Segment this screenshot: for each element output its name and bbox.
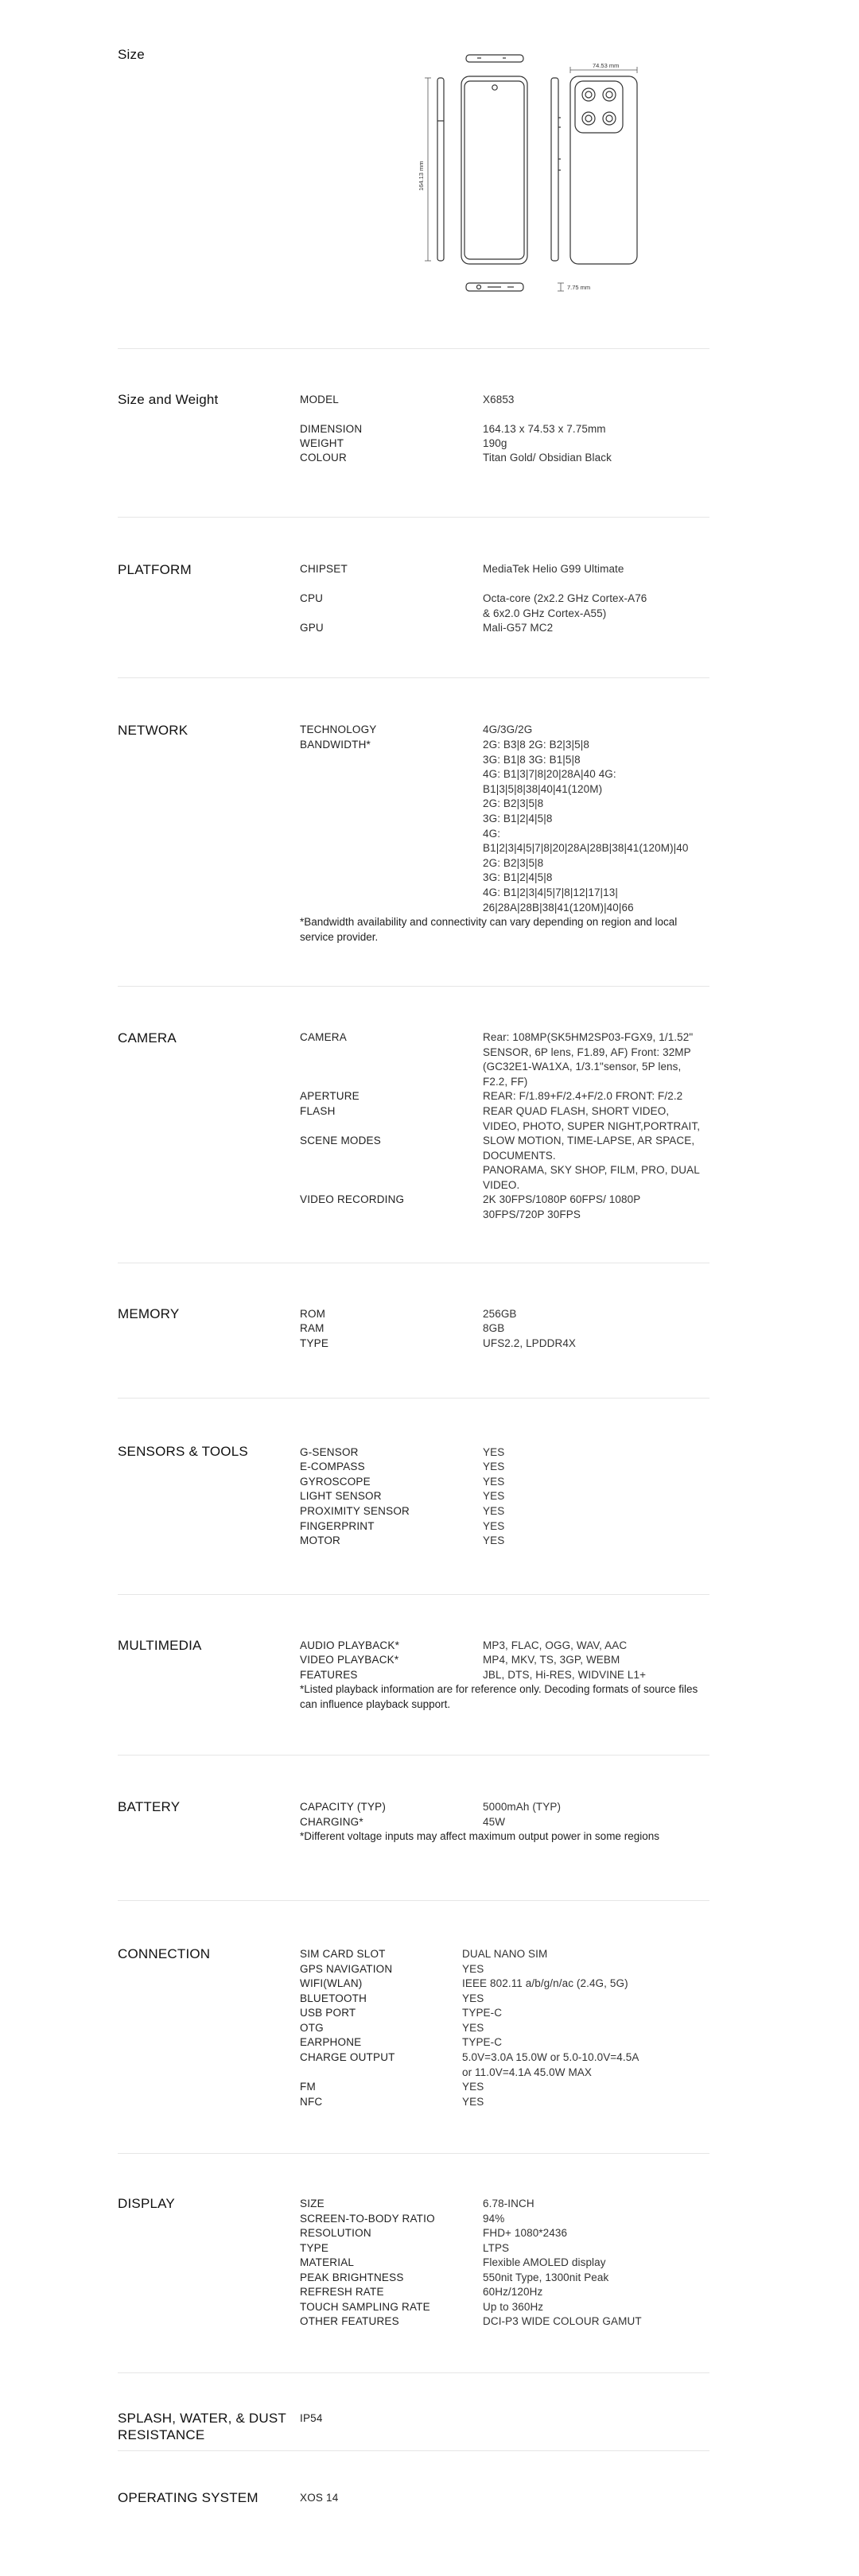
- spec-value-other-features: DCI-P3 WIDE COLOUR GAMUT: [483, 2315, 642, 2327]
- spec-value-charging: 45W: [483, 1816, 506, 1828]
- spec-value-light-sensor: YES: [483, 1490, 505, 1502]
- spec-label-gps-navigation: GPS NAVIGATION: [300, 1963, 393, 1975]
- spec-label-bluetooth: BLUETOOTH: [300, 1992, 367, 2004]
- spec-label-light-sensor: LIGHT SENSOR: [300, 1490, 382, 1502]
- spec-value-ip-rating: IP54: [300, 2412, 323, 2424]
- spec-value-cpu: Octa-core (2x2.2 GHz Cortex-A76 & 6x2.0 GHz Cortex-A55): [483, 592, 647, 619]
- battery-footnote: *Different voltage inputs may affect maximum output power in some regions: [300, 1830, 659, 1842]
- spec-label-peak-brightness: PEAK BRIGHTNESS: [300, 2271, 404, 2283]
- spec-value-features: JBL, DTS, Hi-RES, WIDVINE L1+: [483, 1669, 647, 1681]
- spec-value-scene-modes: SLOW MOTION, TIME-LAPSE, AR SPACE, DOCUMENTS. PANORAMA, SKY SHOP, FILM, PRO, DUAL VIDEO.: [483, 1135, 700, 1191]
- spec-label-bandwidth: BANDWIDTH*: [300, 739, 371, 751]
- spec-value-chipset: MediaTek Helio G99 Ultimate: [483, 563, 624, 575]
- size-weight-title: Size and Weight: [118, 392, 219, 407]
- size-title: Size: [118, 47, 145, 62]
- divider: [118, 677, 709, 678]
- spec-label-other-features: OTHER FEATURES: [300, 2315, 399, 2327]
- spec-label-material: MATERIAL: [300, 2256, 355, 2268]
- spec-label-weight: WEIGHT: [300, 437, 344, 449]
- spec-label-otg: OTG: [300, 2022, 324, 2034]
- spec-label-dimension: DIMENSION: [300, 423, 363, 435]
- spec-value-video-recording: 2K 30FPS/1080P 60FPS/ 1080P 30FPS/720P 30FPS: [483, 1193, 641, 1220]
- spec-label-video-recording: VIDEO RECORDING: [300, 1193, 405, 1205]
- spec-label-cpu: CPU: [300, 592, 324, 604]
- spec-label-aperture: APERTURE: [300, 1090, 360, 1102]
- spec-label-motor: MOTOR: [300, 1534, 340, 1546]
- spec-value-proximity-sensor: YES: [483, 1505, 505, 1517]
- spec-label-fingerprint: FINGERPRINT: [300, 1520, 375, 1532]
- divider: [118, 986, 709, 987]
- display-title: DISPLAY: [118, 2196, 175, 2211]
- multimedia-title: MULTIMEDIA: [118, 1638, 202, 1653]
- camera-title: CAMERA: [118, 1030, 177, 1046]
- spec-label-nfc: NFC: [300, 2096, 323, 2108]
- spec-label-video-playback: VIDEO PLAYBACK*: [300, 1654, 399, 1666]
- memory-title: MEMORY: [118, 1306, 180, 1321]
- spec-value-audio-playback: MP3, FLAC, OGG, WAV, AAC: [483, 1639, 628, 1651]
- depth-dimension-label: 7.75 mm: [567, 284, 591, 291]
- spec-value-charge-output: 5.0V=3.0A 15.0W or 5.0-10.0V=4.5A or 11.0V=4.1A 45.0W MAX: [462, 2051, 639, 2078]
- spec-label-rom: ROM: [300, 1308, 326, 1320]
- spec-value-usb-port: TYPE-C: [462, 2007, 503, 2019]
- spec-label-earphone: EARPHONE: [300, 2036, 362, 2048]
- battery-title: BATTERY: [118, 1799, 181, 1814]
- spec-value-touch-sampling: Up to 360Hz: [483, 2301, 544, 2313]
- spec-label-memory-type: TYPE: [300, 1337, 329, 1349]
- spec-label-proximity-sensor: PROXIMITY SENSOR: [300, 1505, 410, 1517]
- divider: [118, 1594, 709, 1595]
- spec-value-flash: REAR QUAD FLASH, SHORT VIDEO, VIDEO, PHOTO, SUPER NIGHT,PORTRAIT,: [483, 1105, 701, 1132]
- spec-value-earphone: TYPE-C: [462, 2036, 503, 2048]
- spec-value-bandwidth: 2G: B3|8 2G: B2|3|5|8 3G: B1|8 3G: B1|5|8 4G: B1|3|7|8|20|28A|40 4G: B1|3|5|8|38|40|41(120M) 2G: B2|3|5|8 3G: B1|2|4|5|8 4G: B1|2|3|4|5|7|8|20|28A|28B|38|41(120M)|40 2G: B2|3|5|8 3G: B1|2|4|5|8 4G: B1|2|3|4|5|7|8|12|17|13| 26|28A|28B|38|41(120M)|40|66: [483, 739, 689, 914]
- spec-value-memory-type: UFS2.2, LPDDR4X: [483, 1337, 577, 1349]
- spec-value-fm: YES: [462, 2081, 484, 2093]
- divider: [118, 1398, 709, 1399]
- divider: [118, 1900, 709, 1901]
- spec-value-model: X6853: [483, 394, 515, 405]
- sensors-title: SENSORS & TOOLS: [118, 1444, 248, 1459]
- spec-value-size: 6.78-INCH: [483, 2198, 534, 2209]
- spec-value-refresh-rate: 60Hz/120Hz: [483, 2286, 543, 2298]
- divider: [118, 2372, 709, 2373]
- spec-label-colour: COLOUR: [300, 452, 347, 464]
- spec-value-material: Flexible AMOLED display: [483, 2256, 606, 2268]
- spec-value-capacity: 5000mAh (TYP): [483, 1801, 562, 1813]
- phone-dimension-diagram: [414, 45, 716, 315]
- divider: [118, 2450, 709, 2451]
- os-title: OPERATING SYSTEM: [118, 2490, 258, 2505]
- spec-value-fingerprint: YES: [483, 1520, 505, 1532]
- network-footnote: *Bandwidth availability and connectivity can vary depending on region and local service provider.: [300, 916, 678, 943]
- spec-value-technology: 4G/3G/2G: [483, 724, 533, 735]
- spec-value-ram: 8GB: [483, 1322, 505, 1334]
- spec-value-rom: 256GB: [483, 1308, 517, 1320]
- divider: [118, 2153, 709, 2154]
- spec-label-capacity: CAPACITY (TYP): [300, 1801, 387, 1813]
- spec-label-flash: FLASH: [300, 1105, 336, 1117]
- width-dimension-label: 74.53 mm: [593, 62, 620, 69]
- spec-value-gps-navigation: YES: [462, 1963, 484, 1975]
- spec-value-peak-brightness: 550nit Type, 1300nit Peak: [483, 2271, 609, 2283]
- spec-label-g-sensor: G-SENSOR: [300, 1446, 359, 1458]
- spec-value-video-playback: MP4, MKV, TS, 3GP, WEBM: [483, 1654, 620, 1666]
- spec-value-camera: Rear: 108MP(SK5HM2SP03-FGX9, 1/1.52" SENSOR, 6P lens, F1.89, AF) Front: 32MP (GC32E1-WA1XA, 1/3.1"sensor, 5P lens, F2.2, FF): [483, 1031, 694, 1088]
- spec-value-sim-card-slot: DUAL NANO SIM: [462, 1948, 548, 1960]
- spec-value-screen-to-body: 94%: [483, 2213, 505, 2225]
- divider: [118, 348, 709, 349]
- spec-value-motor: YES: [483, 1534, 505, 1546]
- spec-label-wifi: WIFI(WLAN): [300, 1977, 363, 1989]
- spec-label-audio-playback: AUDIO PLAYBACK*: [300, 1639, 400, 1651]
- spec-label-camera: CAMERA: [300, 1031, 347, 1043]
- spec-label-ram: RAM: [300, 1322, 325, 1334]
- spec-label-usb-port: USB PORT: [300, 2007, 356, 2019]
- spec-label-chipset: CHIPSET: [300, 563, 348, 575]
- spec-label-size: SIZE: [300, 2198, 325, 2209]
- spec-label-sim-card-slot: SIM CARD SLOT: [300, 1948, 386, 1960]
- spec-label-refresh-rate: REFRESH RATE: [300, 2286, 384, 2298]
- spec-label-e-compass: E-COMPASS: [300, 1461, 365, 1472]
- divider: [118, 517, 709, 518]
- height-dimension-label: 164.13 mm: [418, 161, 425, 191]
- spec-label-features: FEATURES: [300, 1669, 358, 1681]
- spec-label-gyroscope: GYROSCOPE: [300, 1476, 371, 1488]
- spec-label-model: MODEL: [300, 394, 340, 405]
- spec-value-e-compass: YES: [483, 1461, 505, 1472]
- multimedia-footnote: *Listed playback information are for reference only. Decoding formats of source files can influence playback support.: [300, 1683, 698, 1710]
- spec-label-display-type: TYPE: [300, 2242, 329, 2254]
- spec-label-gpu: GPU: [300, 622, 324, 634]
- spec-label-technology: TECHNOLOGY: [300, 724, 377, 735]
- spec-label-screen-to-body: SCREEN-TO-BODY RATIO: [300, 2213, 435, 2225]
- spec-value-display-type: LTPS: [483, 2242, 510, 2254]
- spec-value-os: XOS 14: [300, 2492, 339, 2504]
- spec-value-dimension: 164.13 x 74.53 x 7.75mm: [483, 423, 606, 435]
- spec-value-resolution: FHD+ 1080*2436: [483, 2227, 568, 2239]
- spec-value-aperture: REAR: F/1.89+F/2.4+F/2.0 FRONT: F/2.2: [483, 1090, 683, 1102]
- spec-label-fm: FM: [300, 2081, 316, 2093]
- spec-value-nfc: YES: [462, 2096, 484, 2108]
- spec-label-charging: CHARGING*: [300, 1816, 363, 1828]
- spec-label-touch-sampling: TOUCH SAMPLING RATE: [300, 2301, 430, 2313]
- connection-title: CONNECTION: [118, 1946, 211, 1961]
- spec-value-otg: YES: [462, 2022, 484, 2034]
- spec-value-gpu: Mali-G57 MC2: [483, 622, 554, 634]
- splash-title: SPLASH, WATER, & DUST RESISTANCE: [118, 2411, 286, 2442]
- spec-value-weight: 190g: [483, 437, 507, 449]
- spec-value-gyroscope: YES: [483, 1476, 505, 1488]
- platform-title: PLATFORM: [118, 562, 192, 577]
- spec-label-resolution: RESOLUTION: [300, 2227, 371, 2239]
- spec-value-g-sensor: YES: [483, 1446, 505, 1458]
- spec-label-charge-output: CHARGE OUTPUT: [300, 2051, 395, 2063]
- spec-value-bluetooth: YES: [462, 1992, 484, 2004]
- spec-value-colour: Titan Gold/ Obsidian Black: [483, 452, 612, 464]
- spec-value-wifi: IEEE 802.11 a/b/g/n/ac (2.4G, 5G): [462, 1977, 628, 1989]
- network-title: NETWORK: [118, 723, 189, 738]
- spec-label-scene-modes: SCENE MODES: [300, 1135, 381, 1146]
